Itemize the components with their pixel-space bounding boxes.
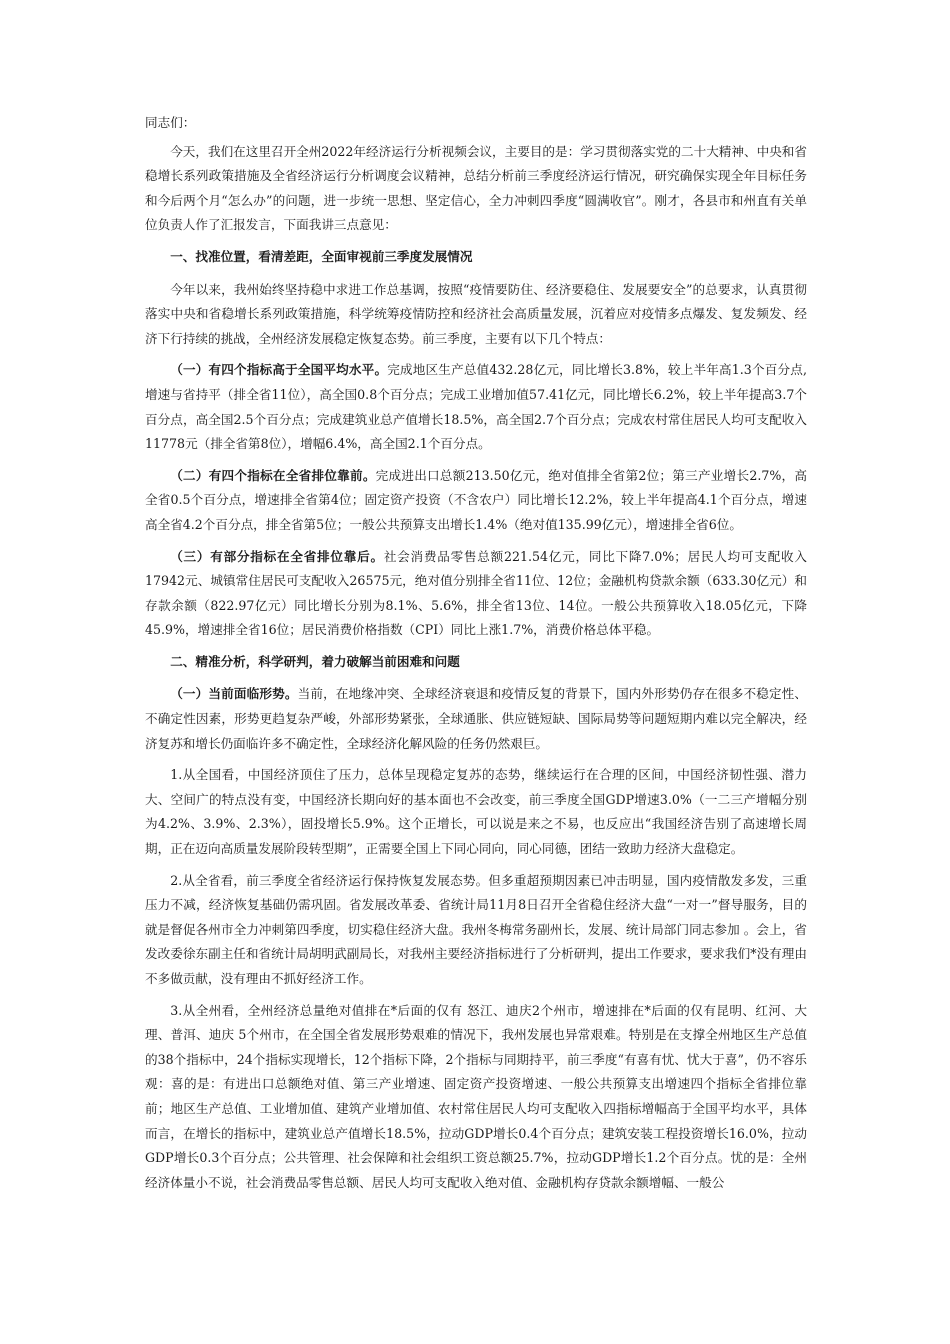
section-1-point-2 (145, 464, 807, 538)
section-2-prefecture: 3.从全州看，全州经济总量绝对值排在*后面的仅有 怒江、迪庆2个州市，增速排在*后面的仅有昆明、红河、大理、普洱、迪庆 5个州市，在全国全省发展形势艰难的情况下，我州发展也异常艰难。特别是在支撑全州地区生产总值的38个指标中，24个指标实现增长，12个指标下降，2个指标与同期持平，前三季度“有喜有忧、忧大于喜”，仍不容乐观：喜的是：有进出口总额绝对值、第三产业增速、固定资产投资增速、一般公共预算支出增速四个指标全省排位靠前；地区生产总值、工业增加值、建筑产业增加值、农村常住居民人均可支配收入四指标增幅高于全国平均水平，具体而言，在增长的指标中，建筑业总产值增长18.5%，拉动GDP增长0.4个百分点；建筑安装工程投资增长16.0%，拉动GDP增长0.3个百分点；公共管理、社会保障和社会组织工资总额25.7%，拉动GDP增长1.2个百分点。忧的是：全州经济体量小不说，社会消费品零售总额、居民人均可支配收入绝对值、金融机构存贷款余额增幅、一般公 (145, 1002, 807, 1190)
section-2-heading: 二、精准分析，科学研判，着力破解当前困难和问题 (170, 653, 460, 669)
section-1-intro: 今年以来，我州始终坚持稳中求进工作总基调，按照“疫情要防住、经济要稳住、发展要安全”的总要求，认真贯彻落实中央和省稳增长系列政策措施，科学统筹疫情防控和经济社会高质量发展，沉着应对疫情多点爆发、复发频发、经济下行持续的挑战，全州经济发展稳定恢复态势。前三季度，主要有以下几个特点： (145, 281, 807, 346)
greeting: 同志们： (145, 115, 196, 130)
point-lead: （一）有四个指标高于全国平均水平。 (170, 362, 388, 378)
point-lead: （二）有四个指标在全省排位靠前。 (170, 467, 376, 483)
point-lead: （一）当前面临形势。 (170, 686, 298, 702)
section-1-heading: 一、找准位置，看清差距，全面审视前三季度发展情况 (170, 248, 473, 264)
document-page (145, 111, 807, 1202)
section-2-provincial: 2.从全省看，前三季度全省经济运行保持恢复发展态势。但多重超预期因素已冲击明显，国内疫情散发多发，三重压力不减，经济恢复基础仍需巩固。省发展改革委、省统计局11月8日召开全省稳住经济大盘“一对一”督导服务，目的就是督促各州市全力冲刺第四季度，切实稳住经济大盘。我州冬梅常务副州长，发展、统计局部门同志参加 。会上，省发改委徐东副主任和省统计局胡明武副局长，对我州主要经济指标进行了分析研判，提出工作要求，要求我们*没有理由不多做贡献，没有理由不抓好经济工作。 (145, 872, 807, 986)
section-2-national: 1.从全国看，中国经济顶住了压力，总体呈现稳定复苏的态势，继续运行在合理的区间，中国经济韧性强、潜力大、空间广的特点没有变，中国经济长期向好的基本面也不会改变，前三季度全国GDP增速3.0%（一二三产增幅分别为4.2%、3.9%、2.3%），固投增长5.9%。这个正增长，可以说是来之不易，也反应出“我国经济告别了高速增长周期，正在迈向高质量发展阶段转型期”，正需要全国上下同心同向，同心同德，团结一致助力经济大盘稳定。 (145, 767, 807, 857)
point-lead: （三）有部分指标在全省排位靠后。 (170, 548, 384, 564)
point-text: 社会消费品零售总额221.54亿元，同比下降7.0%；居民人均可支配收入17942元、城镇常住居民可支配收入26575元，绝对值分别排全省11位、12位；金融机构贷款余额（633.30亿元）和存款余额（822.97亿元）同比增长分别为8.1%、5.6%，排全省13位、14位。一般公共预算收入18.05亿元，下降45.9%，增速排全省16位；居民消费价格指数（CPI）同比上涨1.7%，消费价格总体平稳。 (145, 548, 808, 638)
intro-paragraph: 今天，我们在这里召开全州2022年经济运行分析视频会议，主要目的是：学习贯彻落实党的二十大精神、中央和省稳增长系列政策措施及全省经济运行分析调度会议精神，总结分析前三季度经济运行情况，研究确保实现全年目标任务和今后两个月“怎么办”的问题，进一步统一思想、坚定信心，全力冲刺四季度“圆满收官”。刚才，各县市和州直有关单位负责人作了汇报发言，下面我讲三点意见： (145, 143, 807, 233)
section-1-point-3 (145, 545, 807, 643)
section-1-point-1 (145, 358, 807, 456)
point-text: 完成进出口总额213.50亿元，绝对值排全省第2位；第三产业增长2.7%，高全省0.5个百分点，增速排全省第4位；固定资产投资（不含农户）同比增长12.2%，较上半年提高4.1个百分点，增速高全省4.2个百分点，排全省第5位；一般公共预算支出增长1.4%（绝对值135.99亿元），增速排全省6位。 (145, 467, 807, 532)
point-text: 完成地区生产总值432.28亿元，同比增长3.8%，较上半年高1.3个百分点,增速与省持平（排全省11位），高全国0.8个百分点；完成工业增加值57.41亿元，同比增长6.2%，较上半年提高3.7个百分点，高全国2.5个百分点；完成建筑业总产值增长18.5%，高全国2.7个百分点；完成农村常住居民人均可支配收入11778元（排全省第8位），增幅6.4%，高全国2.1个百分点。 (145, 362, 808, 452)
point-text: 当前，在地缘冲突、全球经济衰退和疫情反复的背景下，国内外形势仍存在很多不稳定性、不确定性因素，形势更趋复杂严峻，外部形势紧张，全球通胀、供应链短缺、国际局势等问题短期内难以完全解决，经济复苏和增长仍面临许多不确定性，全球经济化解风险的任务仍然艰巨。 (145, 686, 808, 751)
section-2-point-1 (145, 682, 807, 756)
